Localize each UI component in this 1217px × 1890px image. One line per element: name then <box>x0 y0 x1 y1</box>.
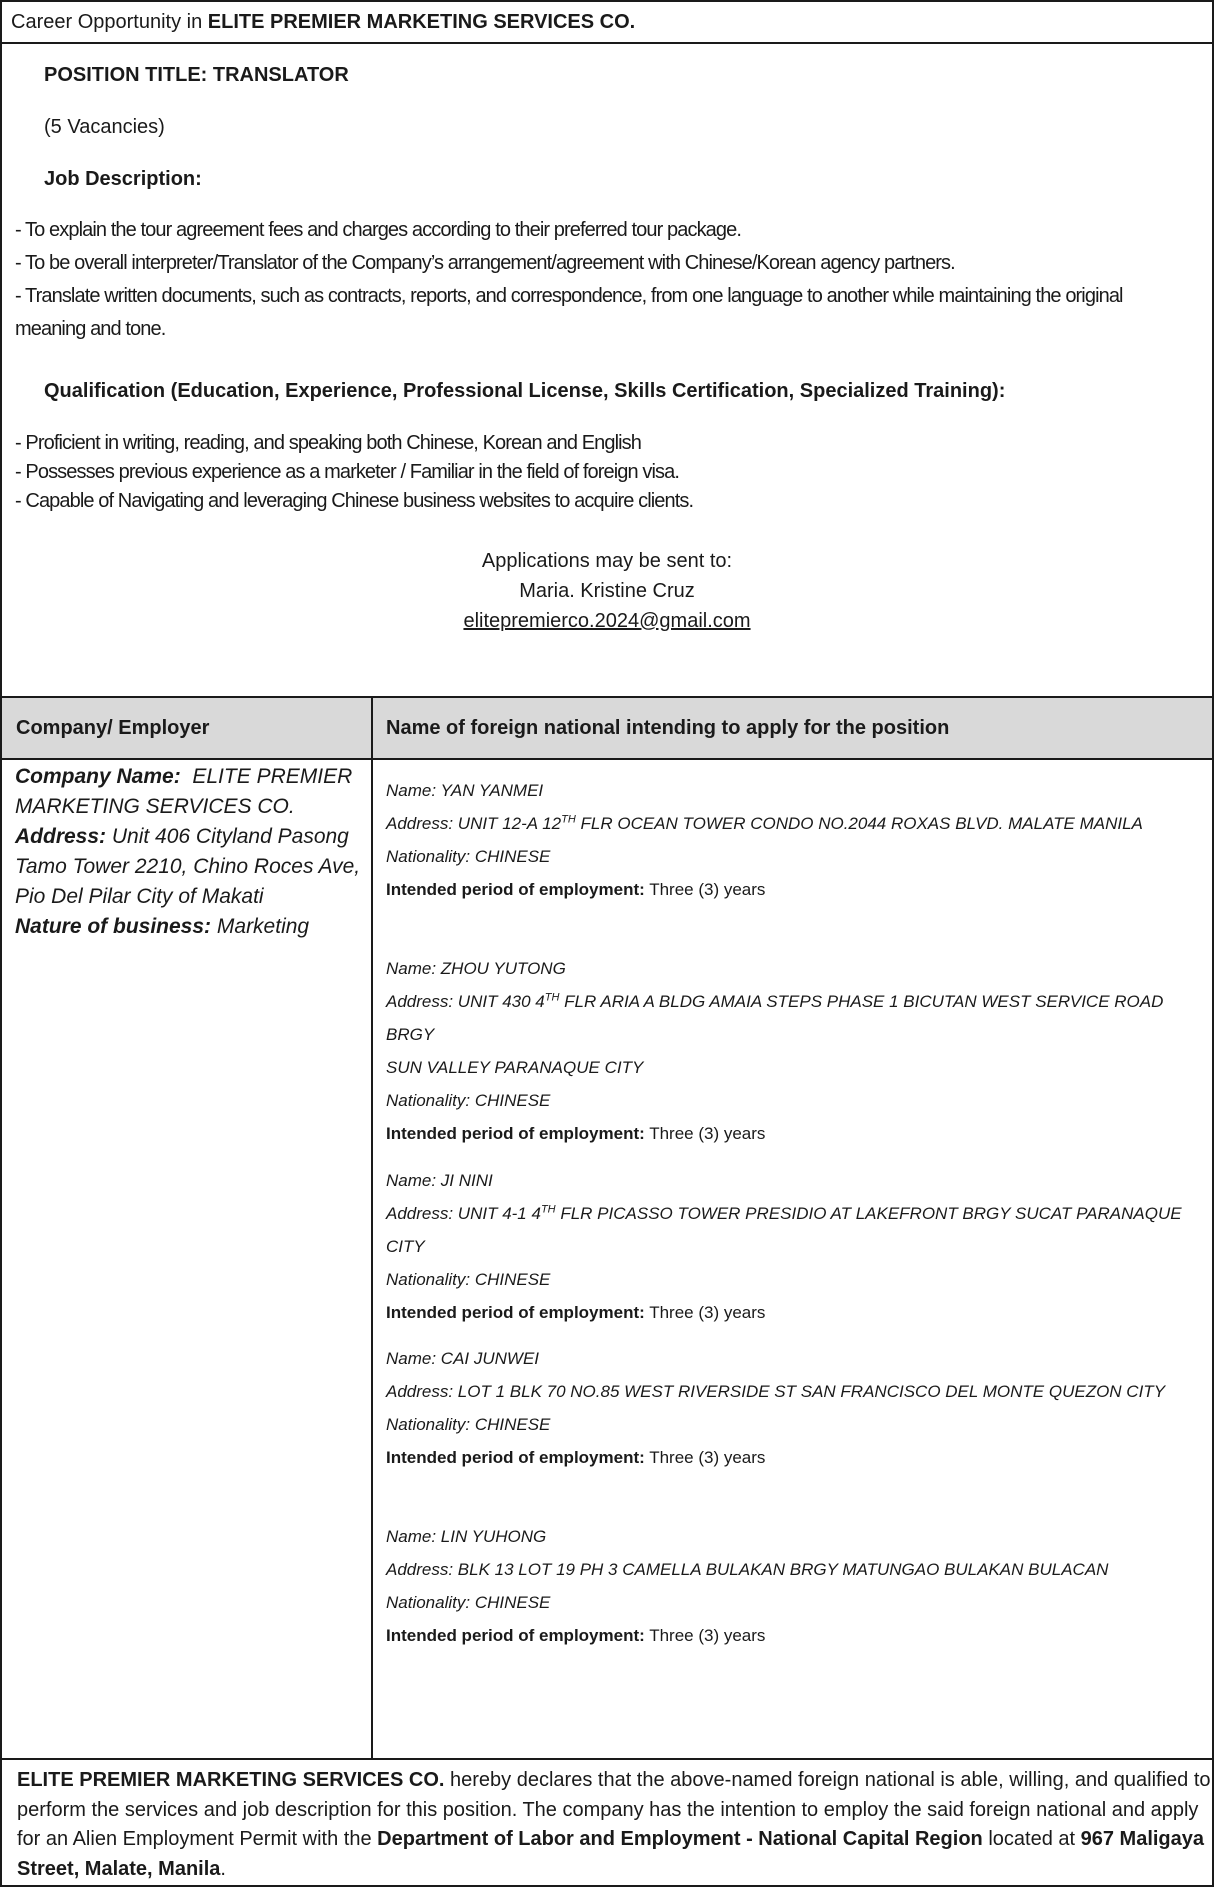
employer-address-row <box>15 822 365 852</box>
national-address: Address: BLK 13 LOT 19 PH 3 CAMELLA BULAKAN BRGY MATUNGAO BULAKAN BULACAN <box>386 1560 1109 1579</box>
foreign-national-entry <box>386 1342 1206 1474</box>
employer-info <box>15 762 365 942</box>
national-name: Name: LIN YUHONG <box>386 1527 547 1546</box>
job-item: - Translate written documents, such as contracts, reports, and correspondence, from one language to another while maintaining the original <box>15 285 1123 307</box>
vacancies: (5 Vacancies) <box>44 116 165 138</box>
declaration-department: Department of Labor and Employment - National Capital Region <box>377 1828 983 1850</box>
job-item: - To be overall interpreter/Translator of the Company’s arrangement/agreement with Chinese/Korean agency partners. <box>15 252 955 274</box>
qualification-item: - Possesses previous experience as a marketer / Familiar in the field of foreign visa. <box>15 461 680 483</box>
declaration-company: ELITE PREMIER MARKETING SERVICES CO. <box>17 1769 445 1791</box>
national-name: Name: JI NINI <box>386 1171 493 1190</box>
national-nationality: Nationality: CHINESE <box>386 1270 551 1289</box>
column-divider <box>371 760 373 1758</box>
employer-nature-label: Nature of business: <box>15 915 212 938</box>
national-address: Address: UNIT 430 4TH FLR ARIA A BLDG AMAIA STEPS PHASE 1 BICUTAN WEST SERVICE ROAD BRGY <box>386 991 1164 1044</box>
national-period: Intended period of employment: Three (3) years <box>386 1124 766 1143</box>
employer-address: Unit 406 Cityland Pasong <box>111 825 349 848</box>
employer-name: ELITE PREMIER <box>192 765 353 788</box>
employer-name-row <box>15 762 365 792</box>
column-header-nationals: Name of foreign national intending to apply for the position <box>386 717 950 739</box>
national-period: Intended period of employment: Three (3) years <box>386 1626 766 1645</box>
national-nationality: Nationality: CHINESE <box>386 847 551 866</box>
applications-contact: Maria. Kristine Cruz <box>519 580 695 602</box>
declaration <box>17 1766 1213 1884</box>
employer-name-cont: MARKETING SERVICES CO. <box>15 795 295 818</box>
declaration-location: 967 Maligaya Street, Malate, Manila <box>17 1828 1205 1880</box>
qualification-label: Qualification (Education, Experience, Professional License, Skills Certification, Specialized Training): <box>44 380 1006 402</box>
declaration-end: . <box>220 1857 226 1880</box>
column-header-employer: Company/ Employer <box>16 717 210 739</box>
employer-name-label: Company Name: <box>15 765 181 788</box>
national-period: Intended period of employment: Three (3) years <box>386 1448 766 1467</box>
national-nationality: Nationality: CHINESE <box>386 1415 551 1434</box>
national-nationality: Nationality: CHINESE <box>386 1091 551 1110</box>
national-period: Intended period of employment: Three (3) years <box>386 880 766 899</box>
employer-nature: Marketing <box>216 915 310 938</box>
declaration-text: located at <box>982 1828 1081 1850</box>
national-period: Intended period of employment: Three (3) years <box>386 1303 766 1322</box>
national-address: Address: UNIT 12-A 12TH FLR OCEAN TOWER CONDO NO.2044 ROXAS BLVD. MALATE MANILA <box>386 813 1143 833</box>
qualification-item: - Proficient in writing, reading, and speaking both Chinese, Korean and English <box>15 432 641 454</box>
table-body <box>2 760 1212 1760</box>
applications-email-link[interactable]: elitepremierco.2024@gmail.com <box>463 610 751 632</box>
header-company: ELITE PREMIER MARKETING SERVICES CO. <box>207 11 636 33</box>
applications-email-row <box>2 610 1212 633</box>
foreign-national-entry <box>386 952 1206 1150</box>
position-section <box>2 44 1212 698</box>
job-item: meaning and tone. <box>15 318 166 340</box>
foreign-national-entry <box>386 774 1206 906</box>
employer-address-cont: Tamo Tower 2210, Chino Roces Ave, <box>15 855 361 878</box>
foreign-national-entry <box>386 1164 1206 1329</box>
qualification-item: - Capable of Navigating and leveraging Chinese business websites to acquire clients. <box>15 490 694 512</box>
declaration-text: hereby declares that the above-named foreign national is able, willing, and qualified to perform the services and job description for this position. The company has the intention to employ the said foreign national and apply for an Alien Employment Permit with the <box>17 1769 1211 1850</box>
national-name: Name: CAI JUNWEI <box>386 1349 540 1368</box>
national-name: Name: YAN YANMEI <box>386 781 544 800</box>
applications-label: Applications may be sent to: <box>481 550 733 572</box>
foreign-national-entry <box>386 1520 1206 1652</box>
national-address: Address: LOT 1 BLK 70 NO.85 WEST RIVERSIDE ST SAN FRANCISCO DEL MONTE QUEZON CITY <box>386 1382 1166 1401</box>
national-nationality: Nationality: CHINESE <box>386 1593 551 1612</box>
job-description-label: Job Description: <box>44 168 202 190</box>
employer-address-label: Address: <box>15 825 107 848</box>
job-item: - To explain the tour agreement fees and charges according to their preferred tour package. <box>15 219 741 241</box>
column-divider <box>371 698 373 758</box>
header-prefix: Career Opportunity in <box>11 11 203 33</box>
national-name: Name: ZHOU YUTONG <box>386 959 566 978</box>
position-title: POSITION TITLE: TRANSLATOR <box>44 64 349 86</box>
employer-nature-row <box>15 912 365 942</box>
national-address: Address: UNIT 4-1 4TH FLR PICASSO TOWER PRESIDIO AT LAKEFRONT BRGY SUCAT PARANAQUE CITY <box>386 1203 1182 1256</box>
page-header <box>2 2 1212 44</box>
national-address-cont: SUN VALLEY PARANAQUE CITY <box>386 1058 644 1077</box>
table-header <box>2 698 1212 760</box>
employer-address-cont: Pio Del Pilar City of Makati <box>15 885 264 908</box>
